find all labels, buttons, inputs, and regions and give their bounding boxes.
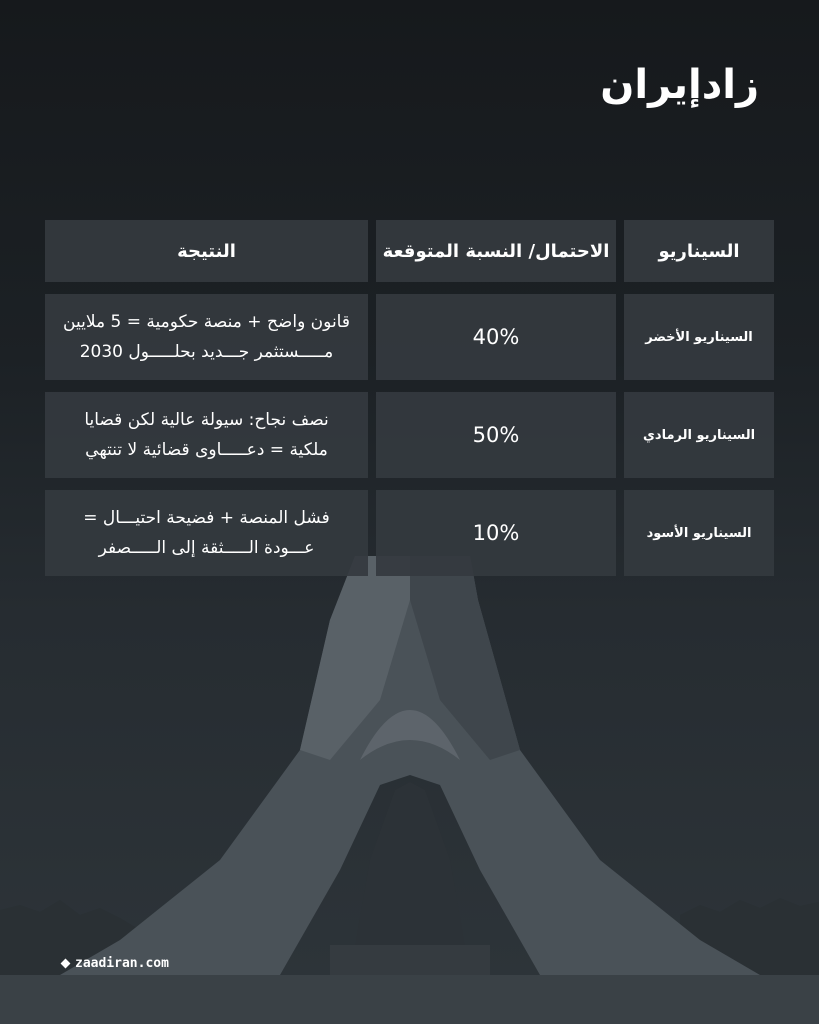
scenario-cell: السيناريو الأخضر	[624, 294, 774, 380]
diamond-icon	[61, 959, 71, 969]
result-cell	[45, 490, 368, 576]
result-line-1: قانون واضح + منصة حكومية = 5 ملايين	[63, 312, 350, 332]
table-row-gray	[45, 392, 774, 478]
probability-cell: 40%	[376, 294, 616, 380]
brand-logo: زادإیران	[600, 62, 759, 108]
header-result: النتيجة	[45, 220, 368, 282]
scenario-cell: السيناريو الأسود	[624, 490, 774, 576]
header-probability: الاحتمال/ النسبة المتوقعة	[376, 220, 616, 282]
header-scenario: السيناريو	[624, 220, 774, 282]
probability-cell: 10%	[376, 490, 616, 576]
result-line-2: عـــودة الـــــثقة إلى الـــــصفر	[98, 538, 315, 558]
result-line-2: ملكية = دعـــــاوى قضائية لا تنتهي	[85, 440, 328, 460]
result-cell	[45, 392, 368, 478]
table-header-row	[45, 220, 774, 282]
probability-cell: 50%	[376, 392, 616, 478]
scenario-cell: السيناريو الرمادي	[624, 392, 774, 478]
table-row-black	[45, 490, 774, 576]
result-line-2: مـــــستثمر جـــديد بحلـــــول 2030	[79, 342, 334, 362]
scenario-table	[45, 220, 774, 588]
result-line-1: فشل المنصة + فضيحة احتيـــال =	[83, 508, 330, 528]
table-row-green	[45, 294, 774, 380]
result-cell	[45, 294, 368, 380]
website-link[interactable]	[62, 956, 169, 971]
result-line-1: نصف نجاح: سيولة عالية لكن قضايا	[84, 410, 329, 430]
website-text: zaadiran.com	[75, 956, 169, 971]
